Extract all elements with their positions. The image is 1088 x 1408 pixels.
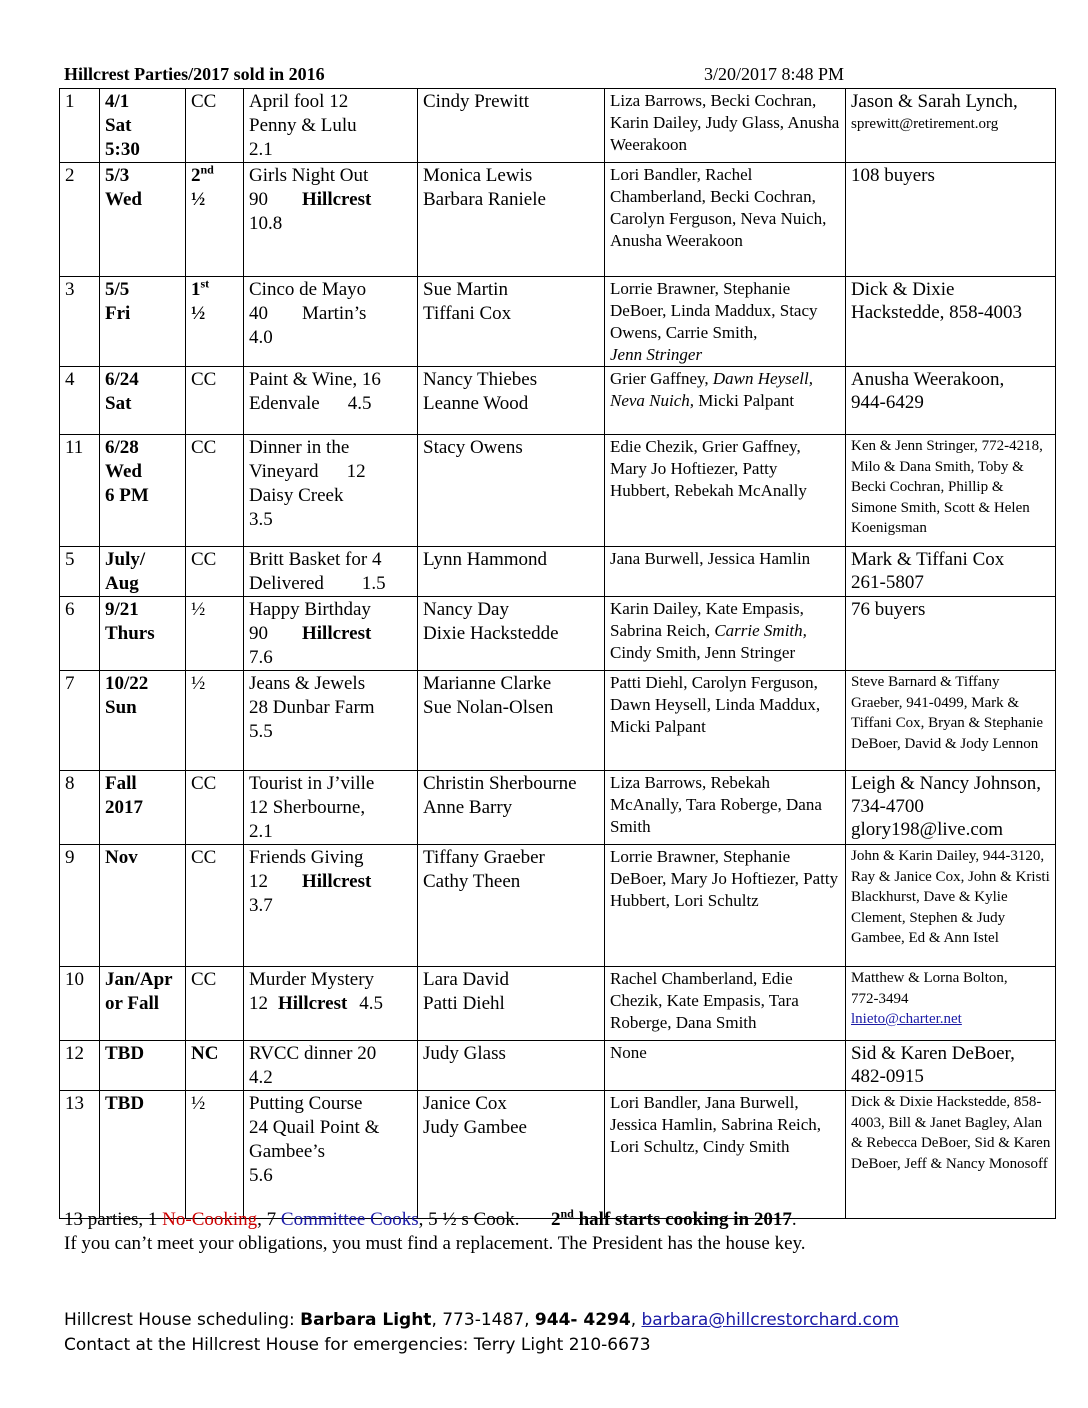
party-buyers: [846, 89, 1056, 163]
date-line: Sat: [105, 393, 132, 414]
party-helpers: [605, 277, 846, 367]
date-line: Jan/Apr: [105, 969, 173, 990]
theme-price: 7.6: [249, 647, 273, 668]
theme-line: Penny & Lulu: [249, 115, 357, 136]
party-helpers: [605, 547, 846, 597]
party-number: 13: [60, 1091, 100, 1219]
buyer-line: 734-4700: [851, 796, 924, 817]
party-hosts: [418, 845, 605, 967]
helpers-italic: Jenn Stringer: [610, 345, 703, 364]
party-theme: [244, 89, 418, 163]
theme-count-venue: [249, 622, 413, 646]
party-helpers: [605, 367, 846, 435]
party-hosts: [418, 967, 605, 1041]
theme-name: Cinco de Mayo: [249, 279, 367, 300]
host-name: Barbara Raniele: [423, 189, 546, 210]
party-theme: [244, 771, 418, 845]
table-row: [60, 671, 1056, 771]
host-name: Christin Sherbourne: [423, 773, 577, 794]
party-theme: [244, 1091, 418, 1219]
party-date: [100, 163, 186, 277]
host-name: Anne Barry: [423, 797, 513, 818]
helpers-text: Karin Dailey, Kate Empasis, Sabrina Reich,: [610, 599, 804, 640]
host-name: Nancy Thiebes: [423, 369, 538, 390]
host-name: Lynn Hammond: [423, 549, 548, 570]
committee-cooks-label: Committee Cooks: [280, 1209, 419, 1230]
party-date: [100, 597, 186, 671]
theme-line: Gambee’s: [249, 1141, 325, 1162]
table-row: [60, 597, 1056, 671]
date-line: 2017: [105, 797, 143, 818]
theme-name: Dinner in the: [249, 437, 350, 458]
party-date: [100, 277, 186, 367]
helpers-text: Patti Diehl, Carolyn Ferguson, Dawn Heysell, Linda Maddux, Micki Palpant: [610, 673, 821, 736]
host-name: Janice Cox: [423, 1093, 507, 1114]
host-name: Marianne Clarke: [423, 673, 552, 694]
party-hosts: [418, 89, 605, 163]
buyer-line: 76 buyers: [851, 599, 926, 620]
host-name: Sue Martin: [423, 279, 508, 300]
helpers-text: Lorrie Brawner, Stephanie DeBoer, Linda Maddux, Stacy Owens, Carrie Smith,: [610, 279, 818, 342]
theme-line: 12 Sherbourne,: [249, 797, 366, 818]
theme-line: April fool 12: [249, 91, 349, 112]
party-helpers: [605, 89, 846, 163]
cook-half-number: 2: [191, 165, 201, 186]
date-line: Thurs: [105, 623, 155, 644]
party-number: 9: [60, 845, 100, 967]
date-line: Wed: [105, 461, 142, 482]
theme-venue: Hillcrest: [302, 623, 372, 644]
helpers-text: Grier Gaffney,: [610, 369, 709, 388]
host-name: Judy Glass: [423, 1043, 506, 1064]
buyer-line: Anusha Weerakoon,: [851, 369, 1005, 390]
summary-line: 13 parties, 1 No-Cooking, 7 Committee Cooks, 5 ½ s Cook. 2nd half starts cooking in 2017.: [64, 1206, 797, 1230]
helpers-text: Lori Bandler, Jana Burwell, Jessica Hamlin, Sabrina Reich, Lori Schultz, Cindy Smith: [610, 1093, 822, 1156]
helpers-text: Rachel Chamberland, Edie Chezik, Kate Empasis, Tara Roberge, Dana Smith: [610, 969, 799, 1032]
party-helpers: [605, 671, 846, 771]
cook-half-suffix: st: [200, 276, 210, 291]
helpers-text: None: [610, 1043, 647, 1062]
cook-type: CC: [186, 845, 244, 967]
party-number: 7: [60, 671, 100, 771]
theme-count: 12: [249, 993, 268, 1014]
table-row: [60, 845, 1056, 967]
party-helpers: [605, 845, 846, 967]
buyer-line: Jason & Sarah Lynch,: [851, 91, 1018, 112]
helpers-text: Liza Barrows, Rebekah McAnally, Tara Roberge, Dana Smith: [610, 773, 822, 836]
theme-name: Happy Birthday: [249, 599, 371, 620]
party-helpers: [605, 435, 846, 547]
theme-name: Paint & Wine, 16: [249, 369, 381, 390]
buyer-line: Leigh & Nancy Johnson,: [851, 773, 1041, 794]
emergency-contact: Contact at the Hillcrest House for emergencies: Terry Light 210-6673: [64, 1335, 651, 1355]
party-hosts: [418, 597, 605, 671]
party-buyers: [846, 967, 1056, 1041]
party-theme: [244, 547, 418, 597]
party-number: 10: [60, 967, 100, 1041]
date-line: or Fall: [105, 993, 160, 1014]
theme-line: 24 Quail Point &: [249, 1117, 380, 1138]
theme-count: 12: [346, 461, 366, 482]
theme-venue: Delivered: [249, 573, 324, 594]
obligation-note: If you can’t meet your obligations, you must find a replacement. The President has the house key.: [64, 1233, 806, 1254]
theme-count-venue: [249, 992, 413, 1016]
no-cooking-label: No-Cooking: [162, 1209, 258, 1230]
cook-type: CC: [186, 367, 244, 435]
theme-price: 10.8: [249, 213, 283, 234]
helpers-text: Jana Burwell, Jessica Hamlin: [610, 549, 811, 568]
date-line: 10/22: [105, 673, 149, 694]
date-line: TBD: [105, 1043, 145, 1064]
cook-type: [186, 277, 244, 367]
date-line: Fall: [105, 773, 137, 794]
date-line: Aug: [105, 573, 139, 594]
date-line: 9/21: [105, 599, 139, 620]
theme-count-venue: [249, 188, 413, 212]
buyer-email-link[interactable]: lnieto@charter.net: [851, 1011, 962, 1027]
cook-half-symbol: ½: [191, 189, 206, 210]
party-buyers: Dick & Dixie Hackstedde, 858-4003, Bill & Janet Bagley, Alan & Rebecca DeBoer, Sid & Karen DeBoer, Jeff & Nancy Monosoff: [846, 1091, 1056, 1219]
table-row: [60, 771, 1056, 845]
party-hosts: [418, 163, 605, 277]
date-line: 5/5: [105, 279, 130, 300]
cook-type: CC: [186, 435, 244, 547]
buyer-line: Dick & Dixie: [851, 279, 955, 300]
date-line: 4/1: [105, 91, 130, 112]
theme-line: Tourist in J’ville: [249, 773, 375, 794]
theme-line: 28 Dunbar Farm: [249, 697, 375, 718]
theme-venue: Daisy Creek: [249, 485, 344, 506]
party-helpers: [605, 1091, 846, 1219]
host-name: Tiffany Graeber: [423, 847, 545, 868]
party-buyers: [846, 547, 1056, 597]
party-buyers: Ken & Jenn Stringer, 772-4218, Milo & Dana Smith, Toby & Becki Cochran, Phillip & Simone Smith, Scott & Helen Koenigsman: [846, 435, 1056, 547]
table-row: [60, 547, 1056, 597]
cook-half-label: [191, 164, 239, 188]
date-line: Sun: [105, 697, 137, 718]
table-row: [60, 1041, 1056, 1091]
party-number: 12: [60, 1041, 100, 1091]
theme-name: Britt Basket for 4: [249, 549, 382, 570]
party-date: [100, 1041, 186, 1091]
host-name: Tiffani Cox: [423, 303, 512, 324]
party-buyers: [846, 163, 1056, 277]
helpers-text: Cindy Smith, Jenn Stringer: [610, 643, 796, 662]
party-schedule-table: [59, 88, 1056, 1219]
party-date: [100, 771, 186, 845]
theme-line: 5.6: [249, 1165, 273, 1186]
party-number: 11: [60, 435, 100, 547]
party-hosts: [418, 671, 605, 771]
buyer-line: Mark & Tiffani Cox: [851, 549, 1005, 570]
date-line: July/: [105, 549, 146, 570]
party-buyers: [846, 771, 1056, 845]
theme-count: 12: [249, 871, 268, 892]
theme-count: 90: [249, 189, 268, 210]
theme-venue-price: [249, 392, 413, 416]
host-name: Cindy Prewitt: [423, 91, 530, 112]
party-helpers: [605, 771, 846, 845]
cook-half-suffix: nd: [200, 162, 214, 177]
host-name: Monica Lewis: [423, 165, 533, 186]
party-buyers: [846, 597, 1056, 671]
page-header: [64, 64, 1054, 86]
cook-half-symbol: ½: [191, 303, 206, 324]
party-helpers: [605, 1041, 846, 1091]
party-number: 6: [60, 597, 100, 671]
date-line: Wed: [105, 189, 142, 210]
theme-name-cont: Vineyard: [249, 461, 319, 482]
party-date: [100, 435, 186, 547]
cook-type: CC: [186, 89, 244, 163]
theme-venue-price: [249, 572, 413, 596]
theme-line: RVCC dinner 20: [249, 1043, 377, 1064]
buyer-line: 772-3494: [851, 990, 909, 1007]
host-name: Leanne Wood: [423, 393, 529, 414]
theme-price: 4.0: [249, 327, 273, 348]
party-buyers: [846, 367, 1056, 435]
buyer-line: Hackstedde, 858-4003: [851, 302, 1022, 323]
date-line: Nov: [105, 847, 138, 868]
party-hosts: [418, 1091, 605, 1219]
party-date: [100, 547, 186, 597]
party-date: [100, 845, 186, 967]
helpers-text: Edie Chezik, Grier Gaffney, Mary Jo Hoftiezer, Patty Hubbert, Rebekah McAnally: [610, 437, 807, 500]
theme-price: 4.5: [347, 393, 372, 414]
cook-half-number: 1: [191, 279, 201, 300]
helpers-text: Lorrie Brawner, Stephanie DeBoer, Mary Jo Hoftiezer, Patty Hubbert, Lori Schultz: [610, 847, 839, 910]
party-hosts: [418, 435, 605, 547]
buyer-line: 944-6429: [851, 392, 924, 413]
party-theme: [244, 967, 418, 1041]
cook-type: ½: [186, 1091, 244, 1219]
party-hosts: [418, 771, 605, 845]
date-line: 6/28: [105, 437, 139, 458]
theme-venue: Martin’s: [302, 303, 367, 324]
cook-type: CC: [186, 547, 244, 597]
date-line: 5/3: [105, 165, 130, 186]
table-row: [60, 277, 1056, 367]
theme-venue: Hillcrest: [302, 871, 372, 892]
party-date: [100, 671, 186, 771]
buyer-line: 261-5807: [851, 572, 924, 593]
host-name: Cathy Theen: [423, 871, 521, 892]
theme-count: 40: [249, 303, 268, 324]
party-theme: [244, 597, 418, 671]
party-helpers: [605, 597, 846, 671]
theme-line: 5.5: [249, 721, 273, 742]
cook-type: ½: [186, 671, 244, 771]
cook-type: NC: [186, 1041, 244, 1091]
theme-line: 2.1: [249, 821, 273, 842]
theme-venue: Edenvale: [249, 393, 320, 414]
scheduling-contact: Hillcrest House scheduling: Barbara Light, 773-1487, 944- 4294, barbara@hillcrestorchard.com: [64, 1310, 899, 1330]
theme-name: Girls Night Out: [249, 165, 369, 186]
theme-line: Putting Course: [249, 1093, 363, 1114]
theme-name-count: [249, 460, 413, 484]
host-name: Nancy Day: [423, 599, 509, 620]
party-hosts: [418, 367, 605, 435]
party-theme: [244, 671, 418, 771]
party-hosts: [418, 547, 605, 597]
buyer-line: glory198@live.com: [851, 819, 1004, 840]
party-number: 8: [60, 771, 100, 845]
table-row: [60, 435, 1056, 547]
party-buyers: Steve Barnard & Tiffany Graeber, 941-0499, Mark & Tiffani Cox, Bryan & Stephanie DeBoer, David & Jody Lennon: [846, 671, 1056, 771]
theme-price: 1.5: [361, 573, 386, 594]
party-date: [100, 967, 186, 1041]
cook-type: CC: [186, 967, 244, 1041]
date-line: 6 PM: [105, 485, 149, 506]
scheduler-email-link[interactable]: barbara@hillcrestorchard.com: [641, 1310, 899, 1330]
party-hosts: [418, 277, 605, 367]
scheduler-phone: 944- 4294: [534, 1310, 631, 1330]
theme-count: 90: [249, 623, 268, 644]
party-number: 5: [60, 547, 100, 597]
party-theme: [244, 1041, 418, 1091]
date-line: 6/24: [105, 369, 139, 390]
party-date: [100, 89, 186, 163]
buyer-line: 108 buyers: [851, 165, 935, 186]
party-theme: [244, 277, 418, 367]
cook-half-label: [191, 278, 239, 302]
host-name: Dixie Hackstedde: [423, 623, 559, 644]
buyer-line: Matthew & Lorna Bolton,: [851, 970, 1008, 986]
helpers-italic: Carrie Smith,: [714, 621, 807, 640]
party-number: 4: [60, 367, 100, 435]
host-name: Patti Diehl: [423, 993, 505, 1014]
theme-line: 4.2: [249, 1067, 273, 1088]
theme-name: Murder Mystery: [249, 969, 375, 990]
party-theme: [244, 845, 418, 967]
table-row: [60, 89, 1056, 163]
second-half-note: 2nd half starts cooking in 2017: [550, 1206, 792, 1230]
theme-venue: Hillcrest: [278, 993, 348, 1014]
table-row: [60, 367, 1056, 435]
table-row: [60, 163, 1056, 277]
theme-count-venue: [249, 302, 413, 326]
buyer-line: Sid & Karen DeBoer,: [851, 1043, 1015, 1064]
party-date: [100, 367, 186, 435]
party-number: 2: [60, 163, 100, 277]
party-theme: [244, 367, 418, 435]
party-number: 3: [60, 277, 100, 367]
cook-type: ½: [186, 597, 244, 671]
helpers-text: Micki Palpant: [698, 391, 795, 410]
theme-price: 3.7: [249, 895, 273, 916]
theme-price: 3.5: [249, 509, 273, 530]
theme-line: 2.1: [249, 139, 273, 160]
helpers-italic: Dawn Heysell, Neva Nuich,: [610, 369, 813, 410]
buyer-line: 482-0915: [851, 1066, 924, 1087]
party-helpers: [605, 163, 846, 277]
party-theme: [244, 435, 418, 547]
table-row: [60, 1091, 1056, 1219]
party-date: [100, 1091, 186, 1219]
party-buyers: [846, 277, 1056, 367]
helpers-text: Lori Bandler, Rachel Chamberland, Becki Cochran, Carolyn Ferguson, Neva Nuich, Anusha Weerakoon: [610, 165, 827, 250]
theme-count-venue: [249, 870, 413, 894]
host-name: Lara David: [423, 969, 509, 990]
party-hosts: [418, 1041, 605, 1091]
host-name: Judy Gambee: [423, 1117, 527, 1138]
scheduler-name: Barbara Light: [300, 1310, 432, 1330]
buyer-line: sprewitt@retirement.org: [851, 116, 999, 132]
theme-venue: Hillcrest: [302, 189, 372, 210]
host-name: Stacy Owens: [423, 437, 523, 458]
print-timestamp: 3/20/2017 8:48 PM: [704, 64, 845, 84]
cook-type: CC: [186, 771, 244, 845]
party-helpers: [605, 967, 846, 1041]
document-title: Hillcrest Parties/2017 sold in 2016: [64, 64, 325, 84]
date-line: Sat: [105, 115, 132, 136]
table-row: [60, 967, 1056, 1041]
date-line: TBD: [105, 1093, 145, 1114]
party-buyers: John & Karin Dailey, 944-3120, Ray & Janice Cox, John & Kristi Blackhurst, Dave & Kylie Clement, Stephen & Judy Gambee, Ed & Ann Istel: [846, 845, 1056, 967]
date-line: Fri: [105, 303, 131, 324]
date-line: 5:30: [105, 139, 140, 160]
theme-name: Friends Giving: [249, 847, 364, 868]
theme-line: Jeans & Jewels: [249, 673, 366, 694]
cook-type: [186, 163, 244, 277]
helpers-text: Liza Barrows, Becki Cochran, Karin Dailey, Judy Glass, Anusha Weerakoon: [610, 91, 840, 154]
party-buyers: [846, 1041, 1056, 1091]
party-number: 1: [60, 89, 100, 163]
host-name: Sue Nolan-Olsen: [423, 697, 554, 718]
theme-price: 4.5: [359, 993, 384, 1014]
party-theme: [244, 163, 418, 277]
